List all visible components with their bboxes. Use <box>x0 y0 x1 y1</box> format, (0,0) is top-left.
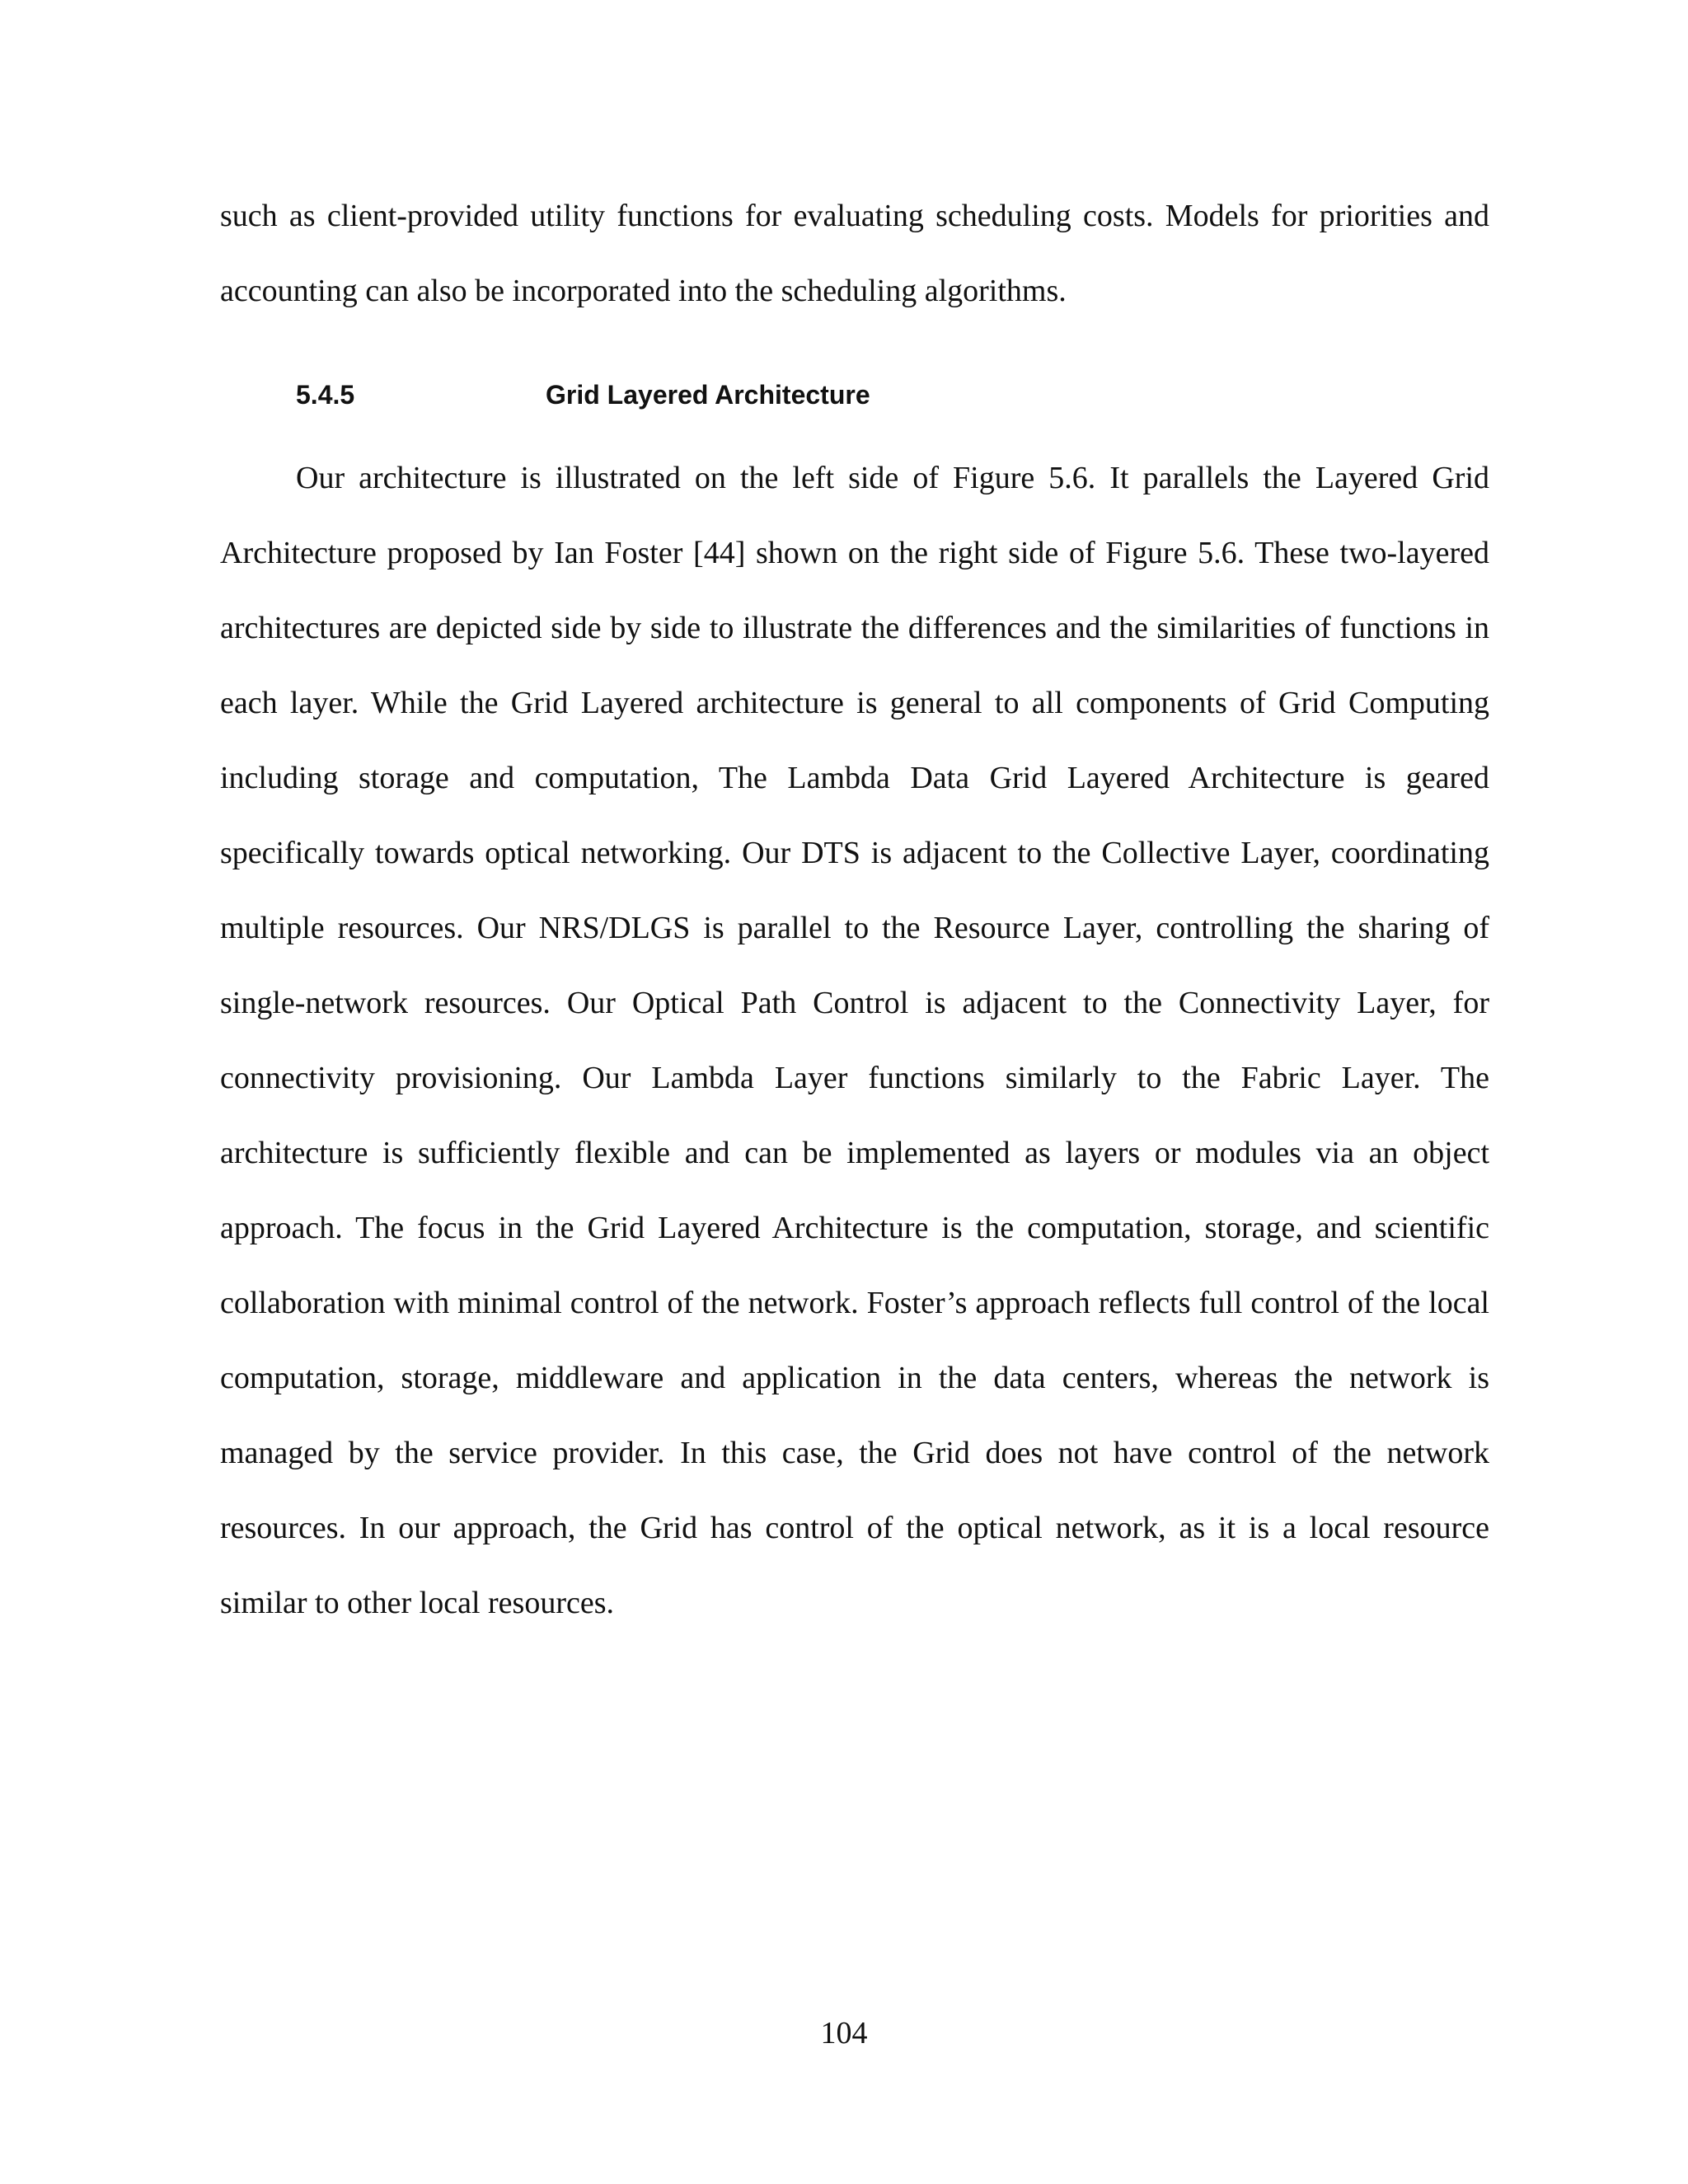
section-number: 5.4.5 <box>296 380 355 410</box>
page-number: 104 <box>820 2016 868 2050</box>
section-title: Grid Layered Architecture <box>546 380 870 410</box>
intro-paragraph: such as client-provided utility functions for evaluating scheduling costs. Models for priorities and accounting can also be incorporated into the scheduling algorithms. <box>220 199 1489 308</box>
section-heading <box>296 377 1450 413</box>
body-paragraph: Our architecture is illustrated on the left side of Figure 5.6. It parallels the Layered Grid Architecture proposed by Ian Foster [44] shown on the right side of Figure 5.6. These two-layered architectures are depicted side by side to illustrate the differences and the similarities of functions in each layer. While the Grid Layered architecture is general to all components of Grid Computing including storage and computation, The Lambda Data Grid Layered Architecture is geared specifically towards optical networking. Our DTS is adjacent to the Collective Layer, coordinating multiple resources. Our NRS/DLGS is parallel to the Resource Layer, controlling the sharing of single-network resources. Our Optical Path Control is adjacent to the Connectivity Layer, for connectivity provisioning. Our Lambda Layer functions similarly to the Fabric Layer. The architecture is sufficiently flexible and can be implemented as layers or modules via an object approach. The focus in the Grid Layered Architecture is the computation, storage, and scientific collaboration with minimal control of the network. Foster’s approach reflects full control of the local computation, storage, middleware and application in the data centers, whereas the network is managed by the service provider. In this case, the Grid does not have control of the network resources. In our approach, the Grid has control of the optical network, as it is a local resource similar to other local resources. <box>220 461 1489 1620</box>
